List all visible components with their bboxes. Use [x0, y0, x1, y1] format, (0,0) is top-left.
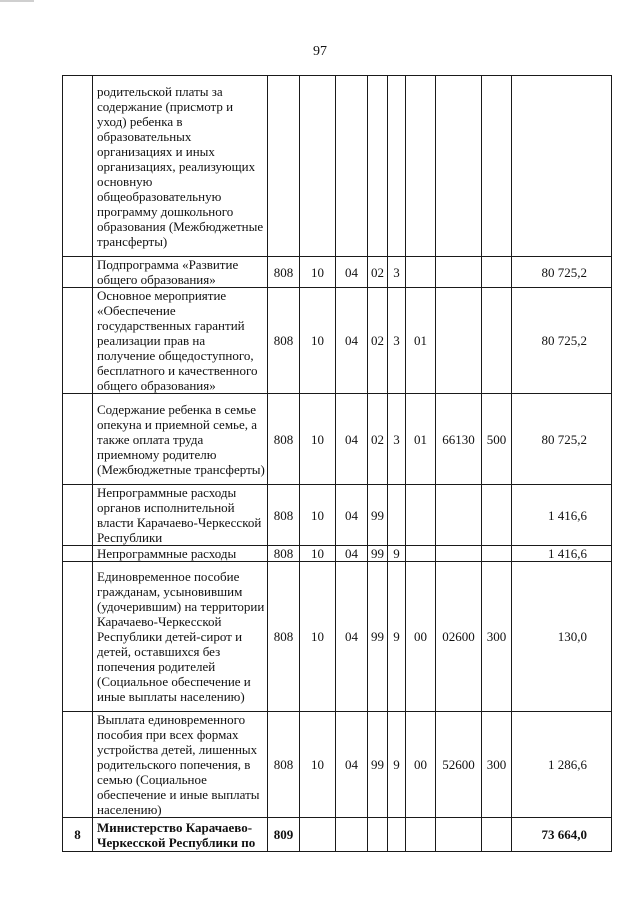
section-code: 10 — [300, 712, 336, 818]
program-code: 99 — [368, 546, 388, 562]
expense-type-code — [482, 76, 512, 257]
subprogram-code: 3 — [388, 257, 406, 288]
row-name: Непрограммные расходы — [93, 546, 268, 562]
program-code: 99 — [368, 485, 388, 546]
direction-code: 52600 — [436, 712, 482, 818]
expense-type-code: 300 — [482, 562, 512, 712]
subsection-code: 04 — [336, 546, 368, 562]
ministry-code: 808 — [268, 485, 300, 546]
program-code: 02 — [368, 394, 388, 485]
row-number: 8 — [63, 818, 93, 852]
direction-code: 66130 — [436, 394, 482, 485]
row-number — [63, 485, 93, 546]
row-number — [63, 712, 93, 818]
ministry-code: 808 — [268, 394, 300, 485]
direction-code — [436, 818, 482, 852]
expense-type-code — [482, 818, 512, 852]
row-name: родительской платы за содержание (присмотр и уход) ребенка в образовательных организациях и иных организациях, реализующих основную общеобразовательную программу дошкольного образования (Межбюджетные трансферты) — [93, 76, 268, 257]
direction-code — [436, 288, 482, 394]
row-number — [63, 76, 93, 257]
table-row — [63, 257, 612, 288]
amount: 130,0 — [512, 562, 612, 712]
ministry-code: 809 — [268, 818, 300, 852]
expense-type-code — [482, 485, 512, 546]
section-code: 10 — [300, 485, 336, 546]
section-code — [300, 818, 336, 852]
activity-code: 01 — [406, 394, 436, 485]
row-name: Подпрограмма «Развитие общего образования» — [93, 257, 268, 288]
ministry-code: 808 — [268, 546, 300, 562]
subprogram-code: 9 — [388, 546, 406, 562]
amount: 1 286,6 — [512, 712, 612, 818]
section-code: 10 — [300, 546, 336, 562]
subprogram-code — [388, 76, 406, 257]
row-name: Единовременное пособие гражданам, усыновившим (удочерившим) на территории Карачаево-Черкесской Республики детей-сирот и детей, оставшихся без попечения родителей (Социальное обеспечение и иные выплаты населению) — [93, 562, 268, 712]
program-code: 02 — [368, 288, 388, 394]
direction-code — [436, 257, 482, 288]
activity-code: 01 — [406, 288, 436, 394]
section-code: 10 — [300, 562, 336, 712]
subprogram-code: 9 — [388, 712, 406, 818]
subprogram-code — [388, 818, 406, 852]
direction-code: 02600 — [436, 562, 482, 712]
table-row — [63, 562, 612, 712]
amount: 73 664,0 — [512, 818, 612, 852]
activity-code: 00 — [406, 712, 436, 818]
activity-code — [406, 257, 436, 288]
subsection-code: 04 — [336, 394, 368, 485]
activity-code — [406, 818, 436, 852]
activity-code: 00 — [406, 562, 436, 712]
activity-code — [406, 485, 436, 546]
row-number — [63, 288, 93, 394]
subsection-code: 04 — [336, 257, 368, 288]
activity-code — [406, 76, 436, 257]
row-name: Непрограммные расходы органов исполнительной власти Карачаево-Черкесской Республики — [93, 485, 268, 546]
table-row — [63, 712, 612, 818]
ministry-code: 808 — [268, 257, 300, 288]
subsection-code: 04 — [336, 562, 368, 712]
section-code — [300, 76, 336, 257]
section-code: 10 — [300, 257, 336, 288]
amount: 80 725,2 — [512, 394, 612, 485]
table-row — [63, 485, 612, 546]
program-code: 99 — [368, 562, 388, 712]
amount: 80 725,2 — [512, 288, 612, 394]
row-number — [63, 257, 93, 288]
table-row — [63, 76, 612, 257]
expense-type-code — [482, 546, 512, 562]
subsection-code: 04 — [336, 712, 368, 818]
amount — [512, 76, 612, 257]
amount: 1 416,6 — [512, 546, 612, 562]
section-code: 10 — [300, 394, 336, 485]
subprogram-code — [388, 485, 406, 546]
expense-type-code: 300 — [482, 712, 512, 818]
direction-code — [436, 485, 482, 546]
ministry-code: 808 — [268, 712, 300, 818]
scan-edge-mark — [0, 0, 34, 2]
page-number: 97 — [313, 44, 327, 59]
subprogram-code: 3 — [388, 394, 406, 485]
row-name: Выплата единовременного пособия при всех формах устройства детей, лишенных родительского попечения, в семью (Социальное обеспечение и иные выплаты населению) — [93, 712, 268, 818]
table-row — [63, 818, 612, 852]
expense-type-code: 500 — [482, 394, 512, 485]
subsection-code: 04 — [336, 485, 368, 546]
section-code: 10 — [300, 288, 336, 394]
ministry-code: 808 — [268, 562, 300, 712]
program-code — [368, 818, 388, 852]
subprogram-code: 9 — [388, 562, 406, 712]
row-number — [63, 562, 93, 712]
expense-type-code — [482, 257, 512, 288]
direction-code — [436, 546, 482, 562]
row-name: Министерство Карачаево-Черкесской Республики по — [93, 818, 268, 852]
ministry-code: 808 — [268, 288, 300, 394]
row-number — [63, 546, 93, 562]
activity-code — [406, 546, 436, 562]
program-code: 99 — [368, 712, 388, 818]
expense-type-code — [482, 288, 512, 394]
table-row — [63, 288, 612, 394]
subsection-code — [336, 818, 368, 852]
table-row — [63, 546, 612, 562]
row-name: Содержание ребенка в семье опекуна и приемной семье, а также оплата труда приемному родителю (Межбюджетные трансферты) — [93, 394, 268, 485]
row-number — [63, 394, 93, 485]
budget-table — [62, 75, 612, 852]
subprogram-code: 3 — [388, 288, 406, 394]
amount: 80 725,2 — [512, 257, 612, 288]
program-code — [368, 76, 388, 257]
program-code: 02 — [368, 257, 388, 288]
ministry-code — [268, 76, 300, 257]
amount: 1 416,6 — [512, 485, 612, 546]
row-name: Основное мероприятие «Обеспечение государственных гарантий реализации прав на получение общедоступного, бесплатного и качественного общего образования» — [93, 288, 268, 394]
subsection-code: 04 — [336, 288, 368, 394]
direction-code — [436, 76, 482, 257]
table-row — [63, 394, 612, 485]
subsection-code — [336, 76, 368, 257]
